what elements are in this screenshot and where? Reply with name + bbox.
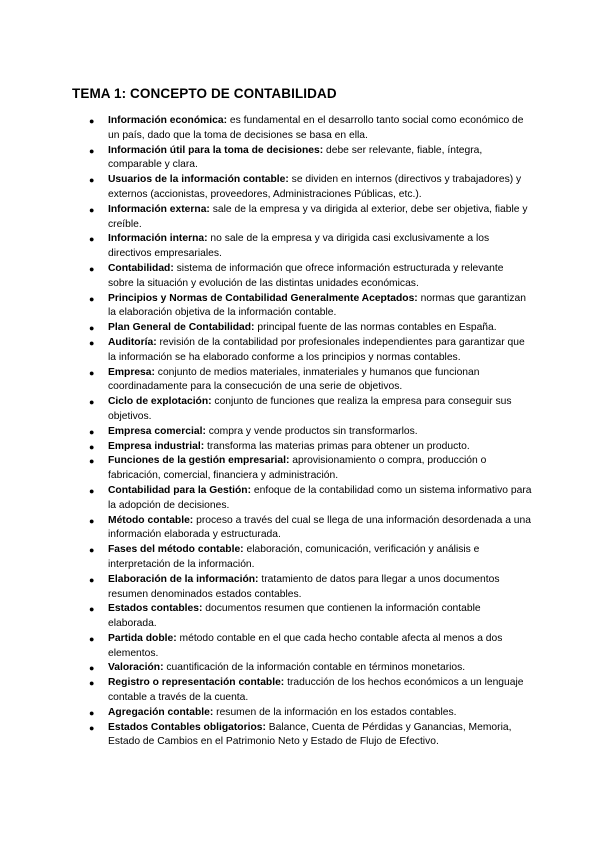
definition-term: Principios y Normas de Contabilidad Generalmente Aceptados: — [108, 292, 418, 304]
definition-text: se dividen en internos (directivos y trabajadores) y externos (accionistas, proveedores, Administraciones Públicas, etc.). — [108, 174, 522, 200]
definition-text: no sale de la empresa y va dirigida casi exclusivamente a los directivos empresariales. — [108, 233, 490, 260]
bullet-icon: ● — [89, 485, 95, 496]
definition-text: sistema de información que ofrece información estructurada y relevante sobre la situación y evolución de las distintas unidades económicas. — [108, 262, 504, 289]
definition-text: método contable en el que cada hecho contable afecta al menos a dos elementos. — [108, 632, 503, 659]
definition-term: Ciclo de explotación: — [108, 396, 212, 408]
list-item — [72, 602, 532, 632]
bullet-icon: ● — [89, 337, 95, 348]
bullet-icon: ● — [89, 441, 95, 452]
page-title: TEMA 1: CONCEPTO DE CONTABILIDAD — [72, 86, 337, 101]
bullet-icon: ● — [89, 545, 95, 556]
bullet-icon: ● — [89, 145, 95, 156]
list-item — [72, 543, 532, 573]
definition-text: debe ser relevante, fiable, íntegra, comparable y clara. — [108, 144, 483, 171]
definition-term: Método contable: — [108, 514, 194, 526]
definition-term: Registro o representación contable: — [108, 677, 285, 689]
definition-term: Funciones de la gestión empresarial: — [108, 455, 290, 467]
definition-text: tratamiento de datos para llegar a unos documentos resumen denominados estados contables. — [108, 573, 500, 600]
definition-term: Estados contables: — [108, 603, 203, 615]
definition-text: conjunto de medios materiales, inmateriales y humanos que funcionan coordinadamente para la consecución de una serie de objetivos. — [108, 366, 480, 393]
definition-term: Elaboración de la información: — [108, 573, 259, 585]
list-item — [72, 203, 532, 233]
list-item — [72, 454, 532, 484]
bullet-icon: ● — [89, 678, 95, 689]
bullet-icon: ● — [89, 515, 95, 526]
definition-term: Contabilidad: — [108, 262, 174, 274]
bullet-icon: ● — [89, 175, 95, 186]
list-item — [72, 632, 532, 662]
list-item — [72, 706, 532, 721]
bullet-icon: ● — [89, 456, 95, 467]
definition-text: aprovisionamiento o compra, producción o fabricación, comercial, financiera y administración. — [108, 455, 487, 482]
definition-text: revisión de la contabilidad por profesionales independientes para garantizar que la información se ha elaborado conforme a los principios y normas contables. — [108, 336, 525, 363]
list-item — [72, 114, 532, 144]
definition-term: Usuarios de la información contable: — [108, 174, 289, 186]
bullet-icon: ● — [89, 116, 95, 126]
bullet-icon: ● — [89, 722, 95, 733]
definition-text: conjunto de funciones que realiza la empresa para conseguir sus objetivos. — [108, 396, 512, 422]
list-item — [72, 514, 532, 544]
list-item — [72, 144, 532, 174]
definition-term: Plan General de Contabilidad: — [108, 322, 255, 334]
list-item — [72, 232, 532, 262]
definition-term: Auditoría: — [108, 336, 157, 348]
definition-text: resumen de la información en los estados contables. — [213, 706, 457, 718]
definition-text: principal fuente de las normas contables en España. — [254, 322, 497, 334]
list-item — [72, 484, 532, 514]
definition-text: traducción de los hechos económicos a un lenguaje contable a través de la cuenta. — [108, 677, 524, 704]
bullet-icon: ● — [89, 234, 95, 245]
list-item — [72, 721, 532, 751]
definition-text: Balance, Cuenta de Pérdidas y Ganancias, Memoria, Estado de Cambios en el Patrimonio Neto y Estado de Flujo de Efectivo. — [108, 721, 512, 748]
bullet-icon: ● — [89, 707, 95, 718]
bullet-icon: ● — [89, 574, 95, 585]
definition-text: sale de la empresa y va dirigida al exterior, debe ser objetiva, fiable y creíble. — [108, 203, 528, 230]
list-item — [72, 425, 532, 440]
list-item — [72, 395, 532, 425]
definition-term: Empresa: — [108, 366, 155, 378]
definition-text: elaboración, comunicación, verificación y análisis e interpretación de la información. — [108, 544, 480, 570]
list-item — [72, 440, 532, 455]
definition-term: Información externa: — [108, 203, 210, 215]
definition-term: Empresa comercial: — [108, 425, 206, 437]
definition-term: Agregación contable: — [108, 706, 214, 718]
bullet-icon: ● — [89, 323, 95, 334]
definition-term: Empresa industrial: — [108, 440, 205, 452]
bullet-icon: ● — [89, 263, 95, 274]
list-item — [72, 661, 532, 676]
definition-term: Contabilidad para la Gestión: — [108, 484, 252, 496]
definition-text: compra y vende productos sin transformarlos. — [205, 425, 418, 437]
definition-term: Valoración: — [108, 662, 164, 674]
bullet-icon: ● — [89, 663, 95, 674]
definition-term: Partida doble: — [108, 632, 177, 644]
bullet-icon: ● — [89, 426, 95, 437]
definition-term: Información interna: — [108, 233, 208, 245]
list-item — [72, 262, 532, 292]
list-item — [72, 173, 532, 203]
list-item — [72, 336, 532, 366]
definition-term: Fases del método contable: — [108, 544, 244, 556]
definition-text: proceso a través del cual se llega de una información desordenada a una información elaborada y estructurada. — [108, 514, 531, 541]
bullet-icon: ● — [89, 293, 95, 304]
definition-text: es fundamental en el desarrollo tanto social como económico de un país, dado que la toma de decisiones se basa en ella. — [108, 115, 524, 141]
definition-term: Información económica: — [108, 115, 228, 126]
definition-list — [72, 114, 532, 750]
list-item — [72, 292, 532, 322]
definition-term: Estados Contables obligatorios: — [108, 721, 266, 733]
definition-text: transforma las materias primas para obtener un producto. — [204, 440, 470, 452]
bullet-icon: ● — [89, 633, 95, 644]
list-item — [72, 573, 532, 603]
list-item — [72, 366, 532, 396]
definition-term: Información útil para la toma de decisiones: — [108, 144, 324, 156]
definition-text: normas que garantizan la elaboración objetiva de la información contable. — [108, 292, 526, 319]
bullet-icon: ● — [89, 397, 95, 408]
bullet-icon: ● — [89, 204, 95, 215]
definition-text: documentos resumen que contienen la información contable elaborada. — [108, 603, 481, 630]
definition-text: enfoque de la contabilidad como un sistema informativo para la adopción de decisiones. — [108, 484, 532, 511]
definition-text: cuantificación de la información contable en términos monetarios. — [163, 662, 466, 674]
bullet-icon: ● — [89, 604, 95, 615]
bullet-icon: ● — [89, 367, 95, 378]
list-item — [72, 321, 532, 336]
list-item — [72, 676, 532, 706]
